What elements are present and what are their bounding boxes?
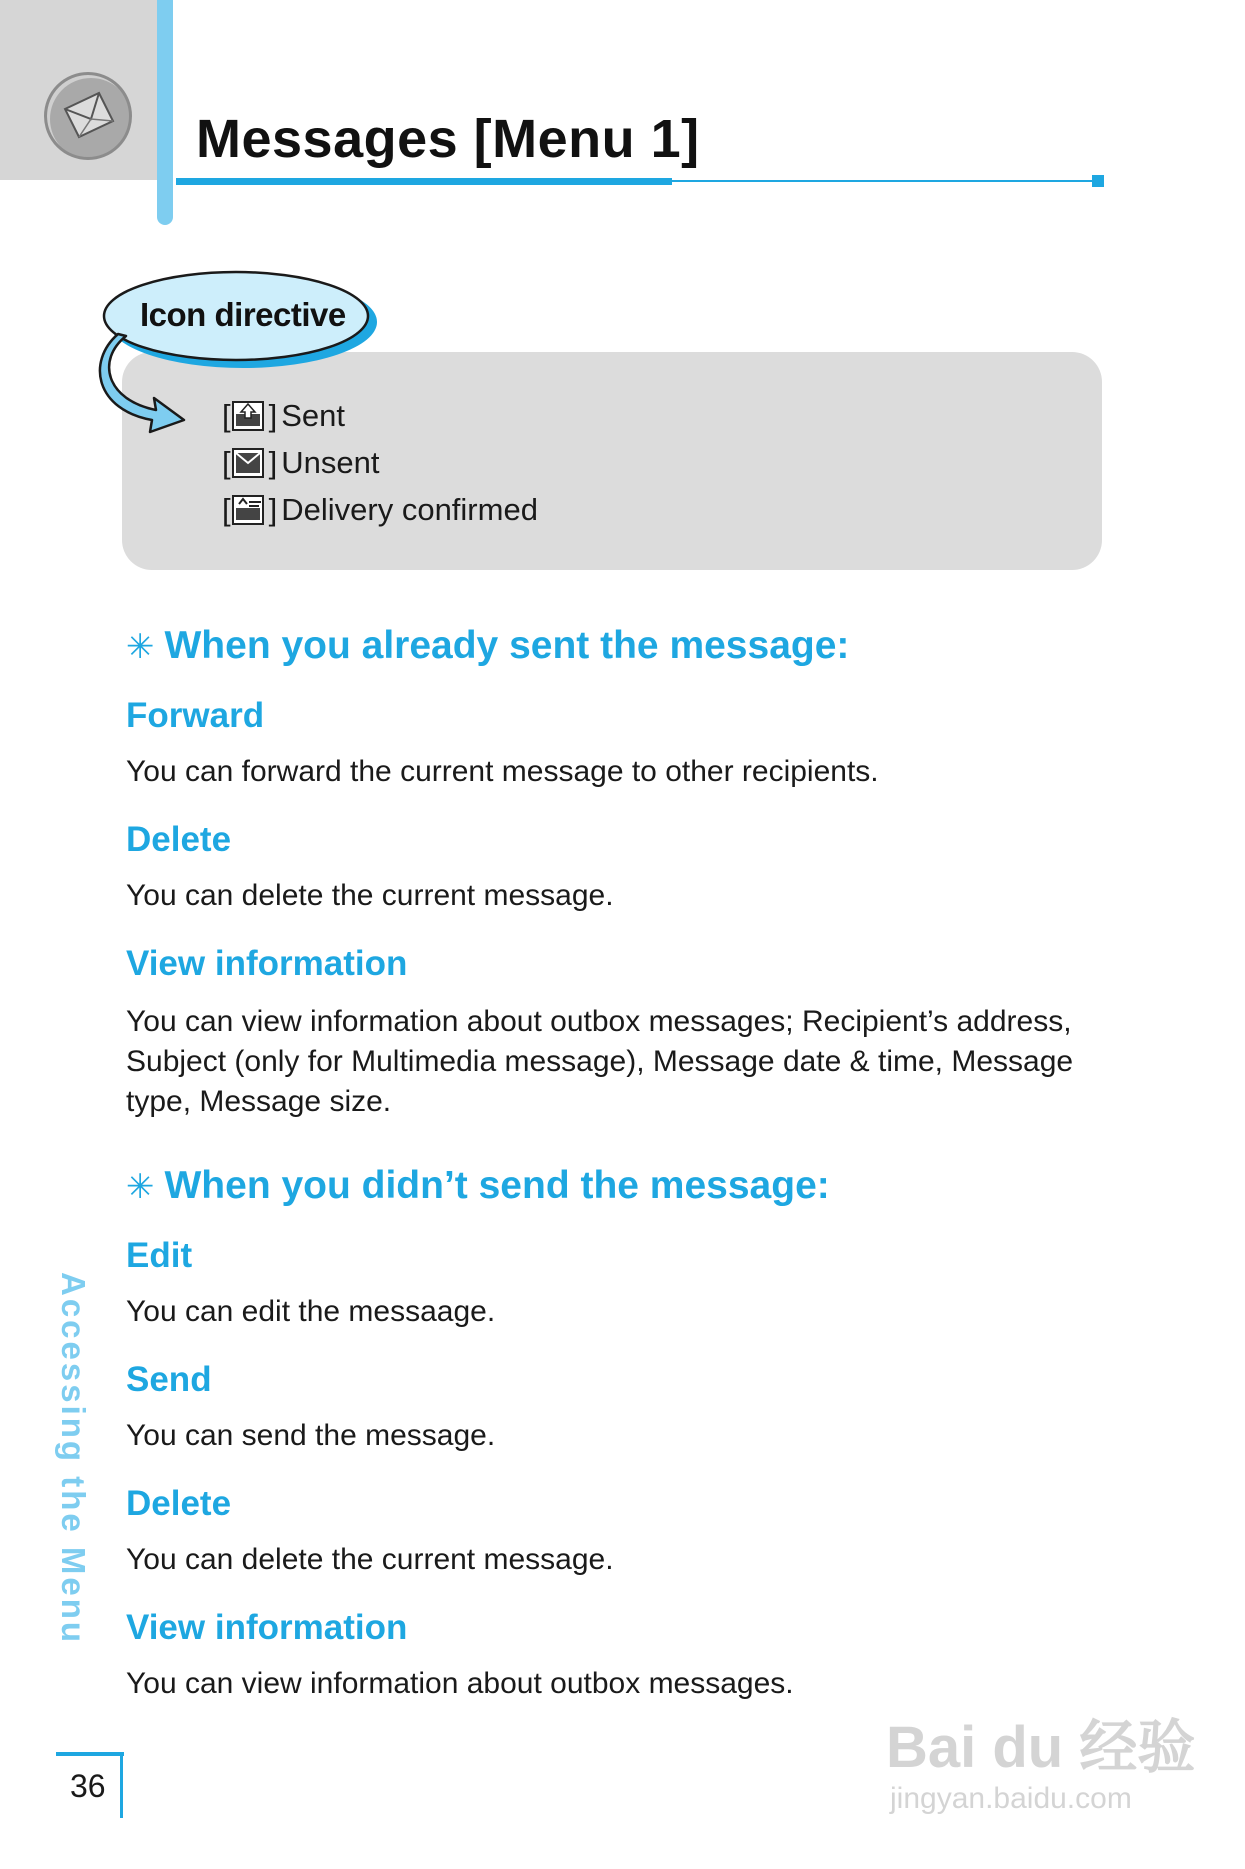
side-section-label: Accessing the Menu [55,1272,92,1646]
bracket-open: [ [222,492,231,527]
page-number: 36 [70,1768,106,1804]
item-title-send: Send [126,1360,212,1399]
item-title-delete: Delete [126,820,232,859]
section-heading-unsent [126,1164,830,1208]
watermark-logo: Bai du 经验 [886,1715,1196,1780]
title-rule-end [1092,175,1104,187]
item-text: You can edit the messaage. [126,1295,496,1328]
bracket-open: [ [222,445,231,480]
item-title-edit: Edit [126,1236,193,1275]
delivery-confirmed-icon [231,494,265,526]
item-text: You can delete the current message. [126,1543,614,1576]
icon-legend-item-delivery-confirmed [222,492,538,528]
sent-envelope-icon [231,400,265,432]
section-heading-sent [126,624,849,668]
section-heading-text: When you didn’t send the message: [164,1164,830,1207]
icon-legend-item-unsent [222,445,379,481]
item-title-view-information: View information [126,1608,408,1647]
item-text: You can delete the current message. [126,879,614,912]
bracket-close: ] [268,492,278,527]
section-heading-text: When you already sent the message: [164,624,850,667]
icon-legend-label: Delivery confirmed [281,492,538,527]
icon-directive-label: Icon directive [140,296,346,333]
page-number-rule [56,1752,124,1756]
watermark-url: jingyan.baidu.com [890,1782,1132,1815]
bracket-close: ] [268,398,278,433]
bracket-open: [ [222,398,231,433]
page-title: Messages [Menu 1] [196,109,700,169]
asterisk-icon: ✳ [126,628,155,666]
icon-legend-label: Unsent [281,445,380,480]
item-text: You can view information about outbox messages; Recipient’s address, Subject (only for Multimedia message), Message date & time, Message type, Message size. [126,1005,1074,1118]
item-text: You can send the message. [126,1419,496,1452]
title-underline [176,178,672,185]
messages-envelope-icon [44,72,132,160]
icon-legend-label: Sent [281,398,346,433]
page-number-divider [120,1752,123,1818]
title-rule [672,180,1092,182]
item-title-delete: Delete [126,1484,232,1523]
header-accent-bar [157,0,173,225]
item-text: You can forward the current message to other recipients. [126,755,879,788]
icon-legend-item-sent [222,398,345,434]
item-title-forward: Forward [126,696,265,735]
unsent-envelope-icon [231,447,265,479]
asterisk-icon: ✳ [126,1168,155,1206]
item-text: You can view information about outbox messages. [126,1667,794,1700]
bracket-close: ] [268,445,278,480]
item-title-view-information: View information [126,944,408,983]
